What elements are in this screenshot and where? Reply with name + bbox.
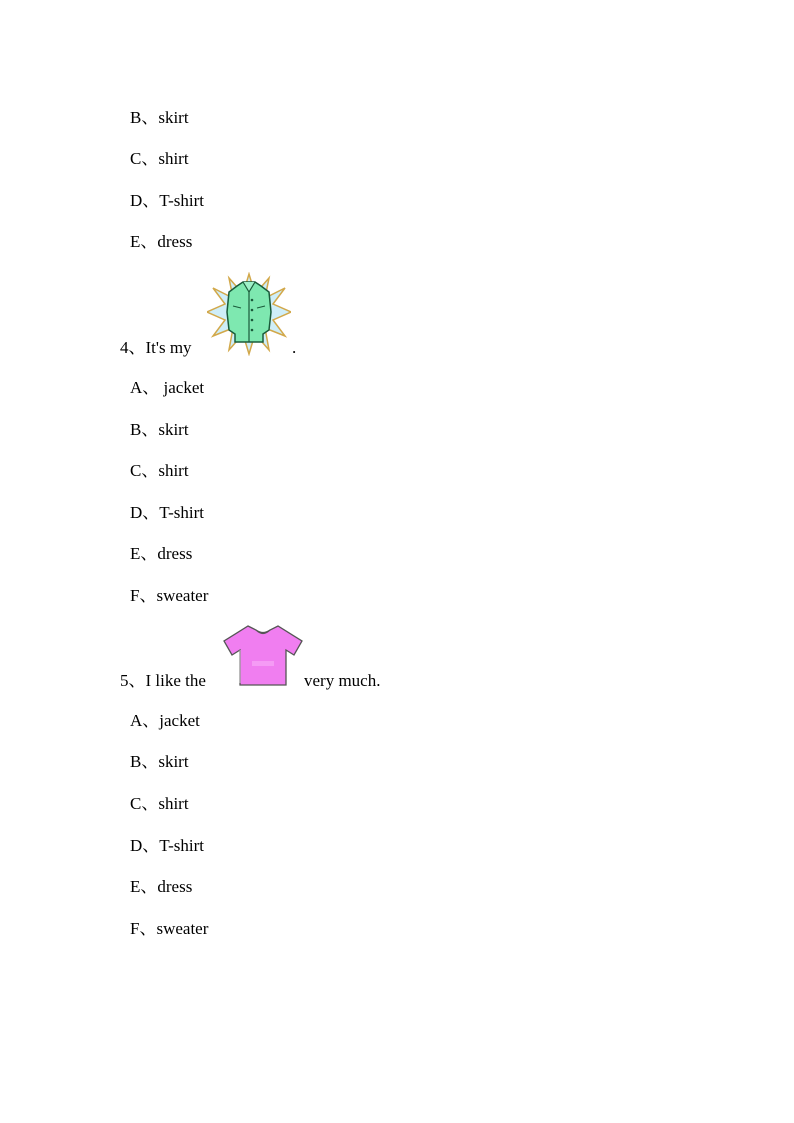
option-d: D、T-shirt (130, 191, 204, 210)
question-4-suffix: . (292, 338, 297, 357)
question-4-prefix: 4、It's my (120, 338, 192, 357)
question-5-prefix: 5、I like the (120, 671, 206, 690)
q5-option-c: C、shirt (130, 794, 189, 813)
q5-option-b: B、skirt (130, 752, 189, 771)
q5-option-e: E、dress (130, 877, 193, 896)
q4-option-d: D、T-shirt (130, 503, 204, 522)
jacket-icon (207, 272, 291, 356)
option-e: E、dress (130, 232, 193, 251)
option-b: B、skirt (130, 108, 189, 127)
q5-option-d: D、T-shirt (130, 836, 204, 855)
q4-option-e: E、dress (130, 544, 193, 563)
q5-option-f: F、sweater (130, 919, 209, 938)
t-shirt-icon (222, 623, 304, 687)
q5-option-a: A、jacket (130, 711, 200, 730)
q4-option-f: F、sweater (130, 586, 209, 605)
option-c: C、shirt (130, 149, 189, 168)
q4-option-b: B、skirt (130, 420, 189, 439)
q4-option-a: A、 jacket (130, 378, 205, 397)
question-5-suffix: very much. (304, 671, 381, 690)
q4-option-c: C、shirt (130, 461, 189, 480)
